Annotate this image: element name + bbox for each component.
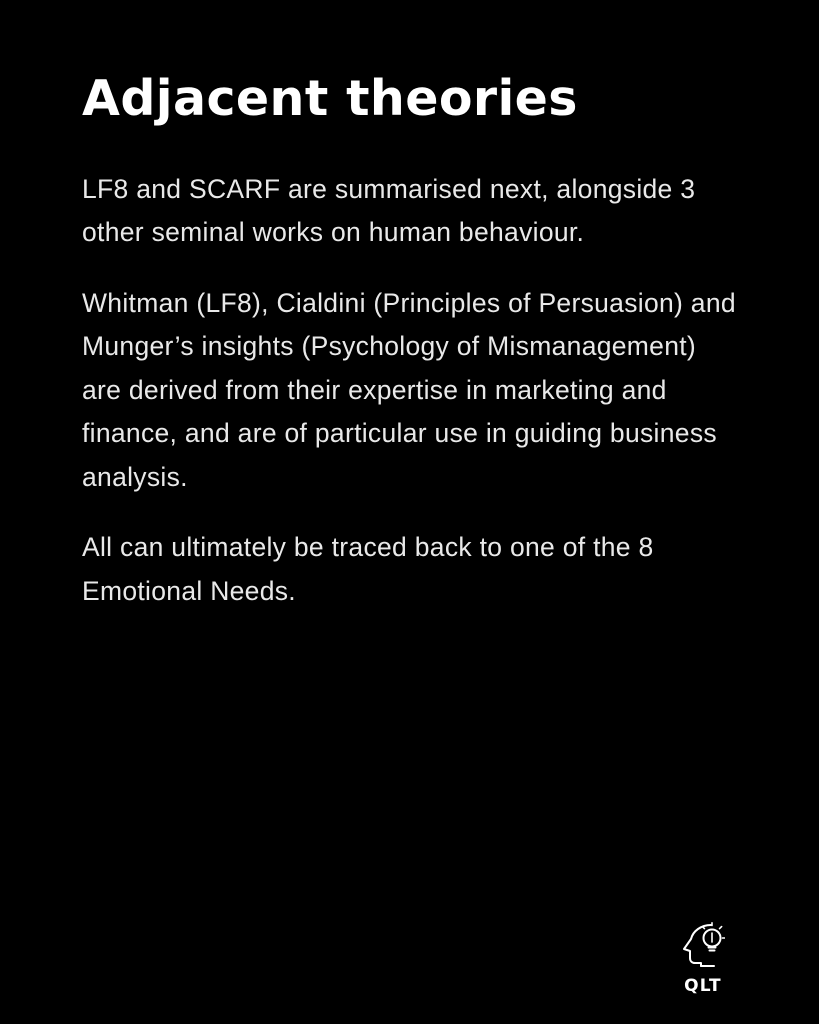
head-lightbulb-icon — [681, 922, 725, 968]
brand-logo — [643, 922, 763, 996]
body-paragraph-3: All can ultimately be traced back to one of the 8 Emotional Needs. — [82, 532, 654, 606]
body-paragraph-1: LF8 and SCARF are summarised next, alongside 3 other seminal works on human behaviour. — [82, 173, 696, 248]
brand-label: QLT — [684, 976, 722, 996]
slide-content — [82, 72, 742, 613]
body-paragraph-2: Whitman (LF8), Cialdini (Principles of Persuasion) and Munger’s insights (Psychology of Mismanagement) are derived from their expertise in marketing and finance, and are of particular use in guiding business analysis. — [82, 287, 736, 492]
page-title: Adjacent theories — [82, 70, 578, 127]
